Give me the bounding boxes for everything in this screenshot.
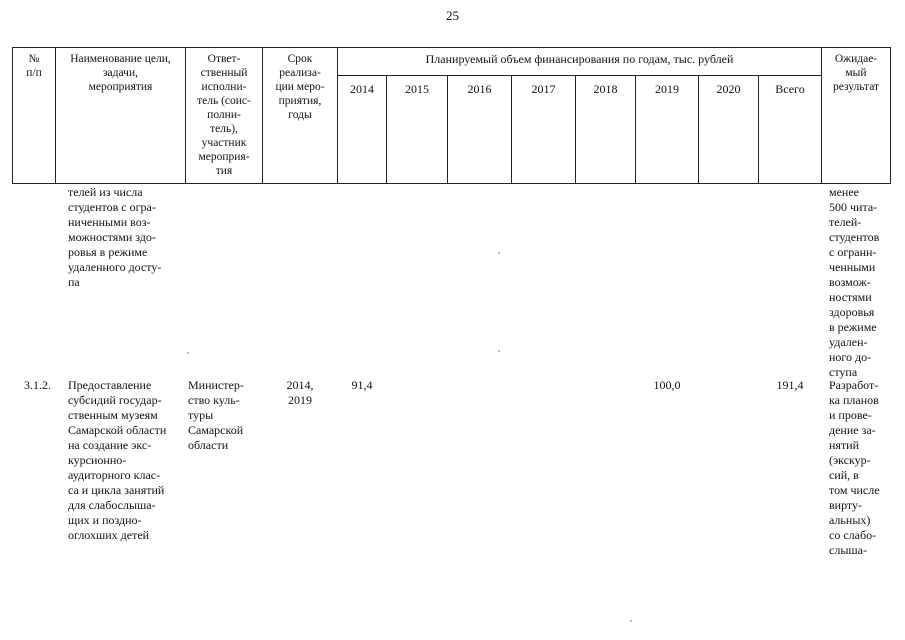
header-no: № п/п — [26, 53, 42, 79]
scan-speck — [187, 352, 189, 354]
row-number: 3.1.2. — [24, 378, 51, 392]
header-year: 2017 — [531, 82, 556, 96]
header-total: Всего — [775, 82, 805, 96]
header-year: 2016 — [467, 82, 492, 96]
header-result: Ожидае- мый результат — [832, 53, 880, 93]
page-number: 25 — [446, 8, 459, 23]
row-result: Разработ- ка планов и прове- дение за- нятий (экскур- сий, в том числе вирту- альных) со слабо- слышa- — [829, 378, 880, 557]
header-year: 2015 — [405, 82, 429, 96]
header-funding: Планируемый объем финансирования по годам, тыс. рублей — [425, 52, 734, 66]
scan-speck — [630, 620, 632, 622]
continuation-name: телей из числа студентов с огра- ниченными воз- можностями здо- ровья в режиме удаленного досту- па — [68, 185, 162, 289]
header-year: 2014 — [350, 82, 374, 96]
row-responsible: Министер- ство куль- туры Самарской области — [188, 378, 244, 452]
header-responsible: Ответ- ственный исполни- тель (соис- полни- тель), участник мероприя- тия — [197, 53, 251, 177]
row-term: 2014, 2019 — [286, 378, 314, 407]
header-year: 2020 — [716, 82, 741, 96]
header-name: Наименование цели, задачи, мероприятия — [70, 53, 171, 93]
header-term: Срок реализа- ции меро- приятия, годы — [275, 53, 325, 121]
row-value-total: 191,4 — [776, 378, 804, 392]
header-year: 2018 — [593, 82, 618, 96]
scan-speck — [498, 350, 500, 352]
row-name: Предоставление субсидий государ- ственным музеям Самарской области на создание экс- курсионно- аудиторного клас- са и цикла занятий для слабослыша- щих и поздно- оглохших детей — [68, 378, 167, 542]
continuation-result: менее 500 чита- телей- студентов с огранн- ченными возмож- ностями здоровья в режиме удален- ного до- ступа — [829, 185, 880, 379]
row-value-2014: 91,4 — [351, 378, 373, 392]
header-year: 2019 — [655, 82, 679, 96]
scan-speck — [498, 252, 500, 254]
row-value-2019: 100,0 — [653, 378, 681, 392]
